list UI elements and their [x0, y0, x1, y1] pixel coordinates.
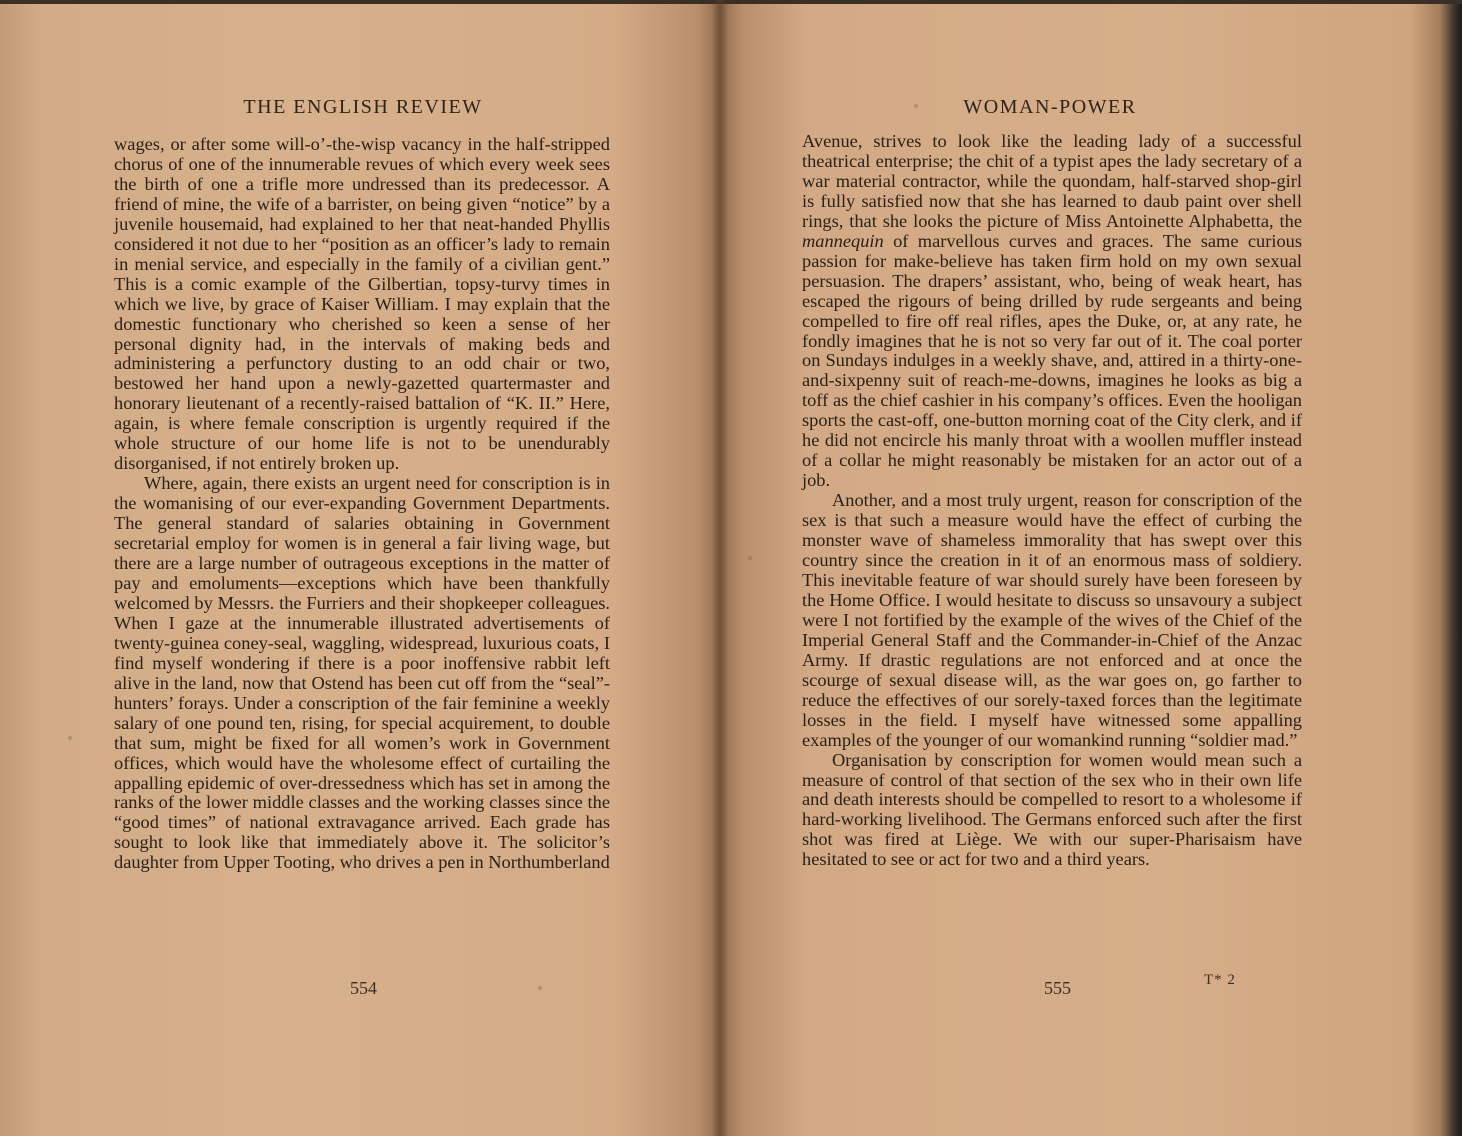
italic-word: mannequin: [802, 230, 884, 251]
paper-spot: [914, 104, 918, 108]
right-page-body: [802, 132, 1302, 870]
paragraph: wages, or after some will-o’-the-wisp vacancy in the half-stripped chorus of one of the innumerable revues of which every week sees the birth of one a trifle more undressed than its predecessor. A friend of mine, the wife of a barrister, on being given “notice” by a juvenile housemaid, had explained to her that neat-handed Phyllis considered it not due to her “position as an officer’s lady to remain in menial service, and especially in the family of a civilian gent.” This is a comic example of the Gilbertian, topsy-turvy times in which we live, by grace of Kaiser William. I may explain that the domestic functionary who cherished so keen a sense of her personal dignity had, in the intervals of making beds and administering a perfunctory dusting to an odd chair or two, bestowed her hand upon a newly-gazetted quartermaster and honorary lieutenant of a recently-raised battalion of “K. II.” Here, again, is where female conscription is urgently required if the whole structure of our home life is not to be unendurably disorganised, if not entirely broken up.: [114, 134, 610, 474]
paper-spot: [748, 556, 752, 560]
page-number-right: 555: [1044, 978, 1071, 998]
paragraph-text: Avenue, strives to look like the leading lady of a successful theatrical enterprise; the chit of a typist apes the lady secretary of a war material contractor, while the quondam, half-starved shop-girl is fully satisfied now that she has learned to daub paint over shell rings, that she looks the picture of Miss Antoinette Alphabetta, the: [802, 131, 1302, 231]
right-page: [720, 0, 1462, 1136]
signature-mark: T* 2: [1204, 972, 1236, 988]
running-head-right: WOMAN-POWER: [963, 96, 1137, 118]
running-head-left: THE ENGLISH REVIEW: [243, 96, 483, 118]
paragraph-text: of marvellous curves and graces. The same curious passion for make-believe has taken firm hold on my own sexual persuasion. The drapers’ assistant, who, being of weak heart, has escaped the rigours of being drilled by rude sergeants and being compelled to fire off real rifles, apes the Duke, or, at any rate, he fondly imagines that he is not so very far out of it. The coal porter on Sundays indulges in a weekly shave, and, attired in a thirty-one-and-sixpenny suit of reach-me-downs, imagines he looks as big a toff as the chief cashier in his company’s offices. Even the hooligan sports the cast-off, one-button morning coat of the City clerk, and if he did not encircle his manly throat with a woollen muffler instead of a collar he might reasonably be mistaken for an actor out of a job.: [802, 230, 1302, 491]
paper-spot: [538, 986, 542, 990]
book-gutter: [712, 0, 728, 1136]
paragraph: Another, and a most truly urgent, reason for conscription of the sex is that such a measure would have the effect of curbing the monster wave of shameless immorality that has swept over this country since the creation in it of an enormous mass of soldiery. This inevitable feature of war should surely have been foreseen by the Home Office. I would hesitate to discuss so unsavoury a subject were I not fortified by the example of the wives of the Chief of the Imperial General Staff and the Commander-in-Chief of the Anzac Army. If drastic regulations are not enforced and at once the scourge of sexual disease will, as the war goes on, go farther to reduce the effectives of our sorely-taxed forces than the legitimate losses in the field. I myself have witnessed some appalling examples of the younger of our womankind running “soldier mad.”: [802, 490, 1302, 750]
left-page: [0, 0, 720, 1136]
page-number-left: 554: [350, 978, 377, 998]
left-page-body: [114, 135, 610, 873]
paper-spot: [68, 736, 72, 740]
paragraph: Where, again, there exists an urgent need for conscription is in the womanising of our ever-expanding Government Departments. The general standard of salaries obtaining in Government secretarial employ for women is in general a fair living wage, but there are a large number of outrageous exceptions in the matter of pay and emoluments—exceptions which have been thankfully welcomed by Messrs. the Furriers and their shopkeeper colleagues. When I gaze at the innumerable illustrated advertisements of twenty-guinea coney-seal, waggling, widespread, luxurious coats, I find myself wondering if there is a poor inoffensive rabbit left alive in the land, now that Ostend has been cut off from the “seal”-hunters’ forays. Under a conscription of the fair feminine a weekly salary of one pound ten, rising, for special acquirement, to double that sum, might be fixed for all women’s work in Government offices, which would have the wholesome effect of curtailing the appalling epidemic of over-dressedness which has set in among the ranks of the lower middle classes and the working classes since the “good times” of national extravagance arrived. Each grade has sought to look like that immediately above it. The solicitor’s daughter from Upper Tooting, who drives a pen in Northumberland: [114, 473, 610, 873]
paragraph: Organisation by conscription for women would mean such a measure of control of that section of the sex who in their own life and death interests should be compelled to resort to a wholesome if hard-working livelihood. The Germans enforced such after the first shot was fired at Liège. We with our super-Pharisaism have hesitated to see or act for two and a third years.: [802, 749, 1302, 870]
paragraph: [802, 132, 1302, 491]
